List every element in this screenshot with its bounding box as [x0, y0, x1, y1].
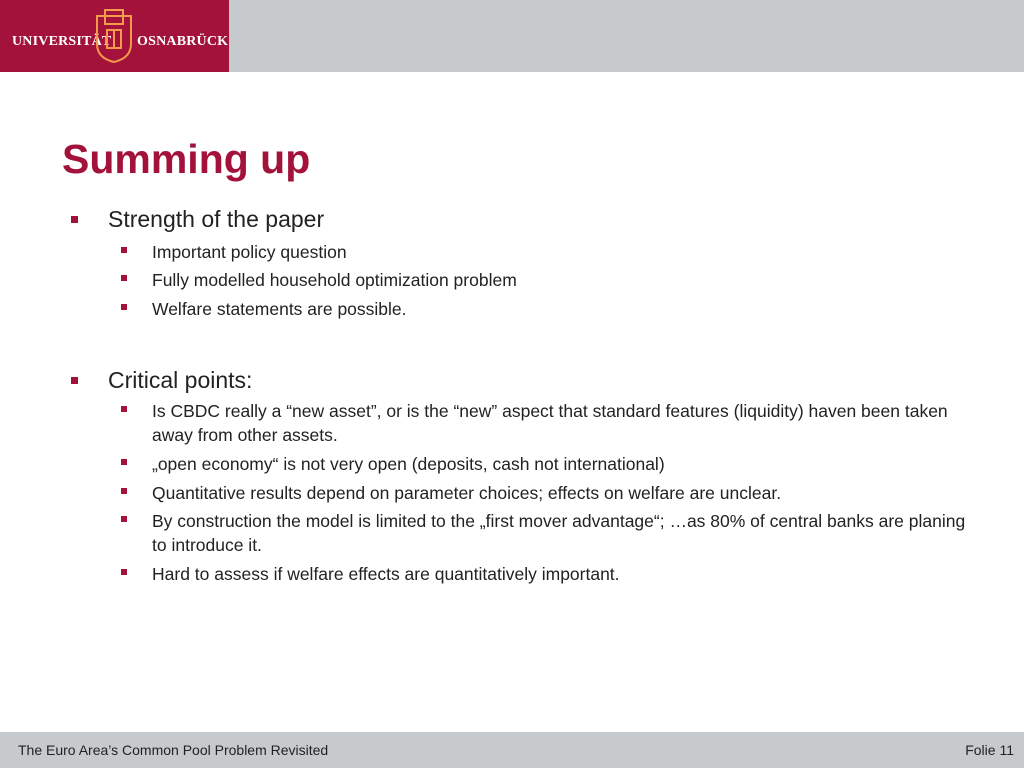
bullet-square-icon	[71, 377, 78, 384]
bullet-square-icon	[121, 406, 127, 412]
section-heading: Strength of the paper	[108, 206, 325, 232]
footer-title: The Euro Area’s Common Pool Problem Revisited	[18, 742, 329, 758]
bullet-square-icon	[121, 275, 127, 281]
bullet-square-icon	[121, 569, 127, 575]
bullet-square-icon	[121, 488, 127, 494]
footer-bar	[0, 732, 1024, 768]
university-seal-icon	[93, 8, 135, 64]
logo-text-right: OSNABRÜCK	[137, 34, 229, 49]
bullet-square-icon	[71, 216, 78, 223]
slide-number: Folie 11	[965, 742, 1014, 758]
bullet-square-icon	[121, 459, 127, 465]
section-heading: Critical points:	[108, 367, 253, 393]
bullet-square-icon	[121, 247, 127, 253]
bullet-square-icon	[121, 304, 127, 310]
slide-title: Summing up	[62, 136, 311, 182]
bullet-square-icon	[121, 516, 127, 522]
university-logo	[0, 0, 229, 72]
header-bar	[0, 0, 1024, 72]
logo-text-left: UNIVERSITÄT	[12, 34, 112, 49]
